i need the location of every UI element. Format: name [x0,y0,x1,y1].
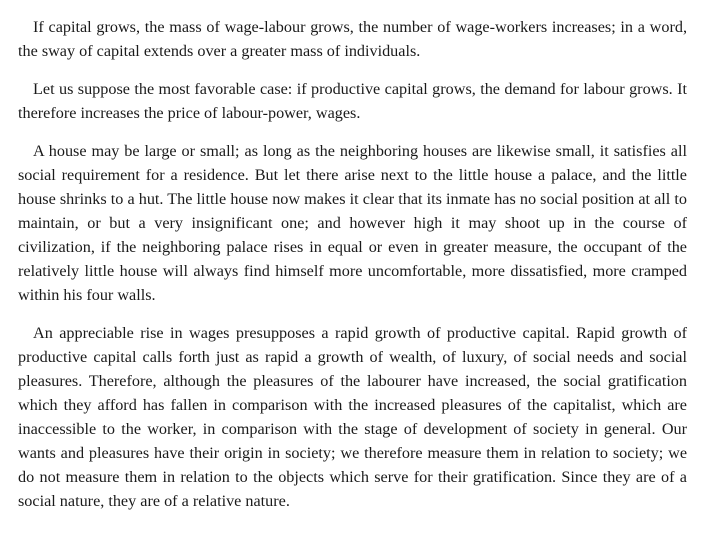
paragraph-rise-in-wages: An appreciable rise in wages presupposes a rapid growth of productive capital. Rapid growth of productive capital calls forth just as rapid a growth of wealth, of luxury, of social needs and social pleasures. Therefore, although the pleasures of the labourer have increased, the social gratification which they afford has fallen in comparison with the increased pleasures of the capitalist, which are inaccessible to the worker, in comparison with the stage of development of society in general. Our wants and pleasures have their origin in society; we therefore measure them in relation to society; we do not measure them in relation to the objects which serve for their gratification. Since they are of a social nature, they are of a relative nature. [18,324,687,510]
paragraph-capital-grows: If capital grows, the mass of wage-labour grows, the number of wage-workers increases; in a word, the sway of capital extends over a greater mass of individuals. [18,18,687,60]
paragraph-favorable-case: Let us suppose the most favorable case: if productive capital grows, the demand for labour grows. It therefore increases the price of labour-power, wages. [18,80,687,122]
paragraph-house-palace: A house may be large or small; as long as the neighboring houses are likewise small, it satisfies all social requirement for a residence. But let there arise next to the little house a palace, and the little house shrinks to a hut. The little house now makes it clear that its inmate has no social position at all to maintain, or but a very insignificant one; and however high it may shoot up in the course of civilization, if the neighboring palace rises in equal or even in greater measure, the occupant of the relatively little house will always find himself more uncomfortable, more dissatisfied, more cramped within his four walls. [18,142,687,304]
